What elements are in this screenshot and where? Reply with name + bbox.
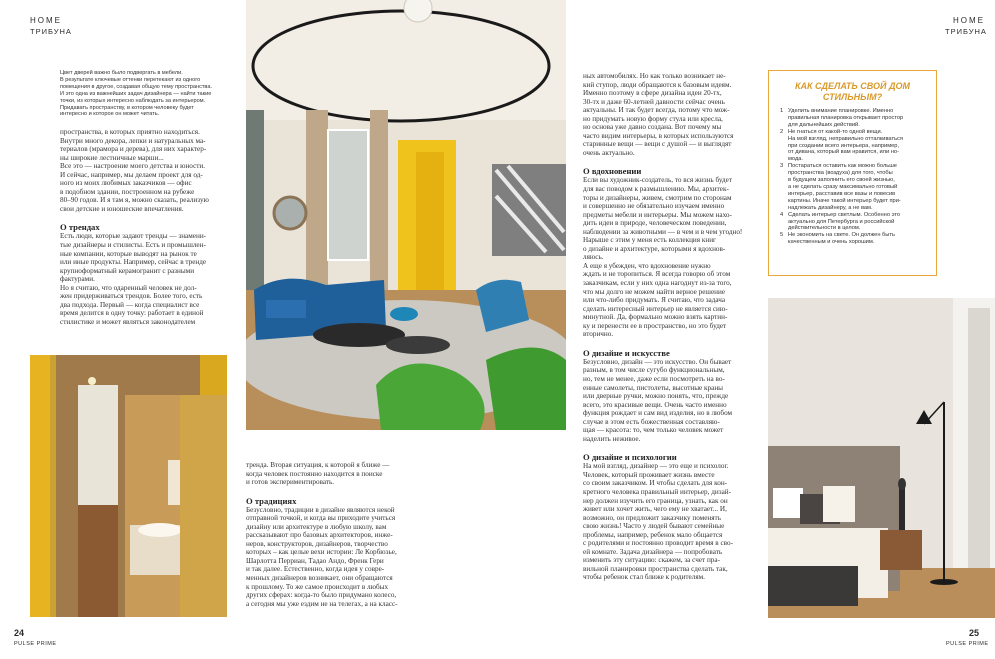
tip-item: 4 Сделать интерьер светлым. Особенно это актуально для Петербурга и российской действительности в целом. — [780, 211, 901, 232]
subsection-label-right: ТРИБУНА — [945, 27, 987, 36]
footer-left: PULSE PRIME — [14, 641, 57, 647]
photo-living-room — [246, 0, 566, 430]
tips-list — [780, 108, 930, 246]
tip-item: 5 Не экономить на свете. Он должен быть качественным и очень хорошим. — [780, 232, 895, 246]
page-number-right: 25 — [969, 628, 980, 638]
heading-inspiration: О вдохновении — [583, 166, 642, 177]
subsection-label-left: ТРИБУНА — [30, 27, 72, 36]
heading-psychology: О дизайне и психологии — [583, 452, 677, 463]
heading-traditions: О традициях — [246, 495, 297, 506]
article-column-left: пространства, в которых приятно находиться. Внутри много декора, лепки и натуральных ма- териалов (мрамора и дерева), для них характер- ны широкие лестничные марши... Все это — настроение моего детства и юности. И сейчас, например, мы делаем проект для од- ного из моих любимых заказчиков — офис в подобном здании, построенном на рубеже 80–90 годов. И я там я, можно сказать, реализую свои детские и юношеские впечатления. О трендах Есть люди, которые задают тренды — знамени- тые дизайнеры и стилисты. Есть и промышлен- ные компании, которые выводят на рынок те или иные продукты. Например, сейчас в тренде крупноформатный керамогранит с разными фактурами. Но я считаю, что одаренный человек не дол- жен придерживаться трендов. Более того, есть два подхода. Первый — когда специалист все время делится в одну точку: работает в единой стилистике и может являться законодателем — [60, 128, 232, 326]
section-label-right: HOME — [953, 16, 985, 25]
photo-caption: Цвет дверей важно было подвергать в мебели. В результате ключевые оттенки перетекают из одного помещения в другое, создавая общую тему пространства. И это одна из важнейших задач дизайнера — найти такие точки, из которых интересно наблюдать за интерьером. Придавать пространству, в котором человеку будет интересно и которое он может читать. — [60, 70, 213, 118]
tips-sidebar — [768, 70, 937, 276]
heading-trends: О трендах — [60, 222, 100, 233]
section-label-left: HOME — [30, 16, 62, 25]
tip-item: 1 Уделить внимание планировке. Именно правильная планировка открывает простор для дальнейших действий. — [780, 108, 904, 128]
photo-bedroom — [768, 298, 995, 618]
sidebar-title: КАК СДЕЛАТЬ СВОЙ ДОМ СТИЛЬНЫМ? — [794, 81, 911, 102]
article-column-right: ных автомобилях. Но как только возникает не- кий ступор, люди обращаются к базовым идеям. Именно поэтому в сфере дизайна идеи 20-тх, 30-тх и даже 60-летней давности сейчас очень актуальны. И так будет всегда, потому что мож- но придумать новую форму стула или кресла, но основа уже давно создана. Вот почему мы часто видим интерьеры, в которых используются старинные вещи — вещи с душой — и выглядят очень актуально. О вдохновении Если вы художник-создатель, то вся жизнь будет для вас поводом к размышлению. Мы, архитек- торы и дизайнеры, живем, смотрим по сторонам и совершенно не обязательно изучаем именно предметы мебели и интерьеры. Мы можем нахо- дить идеи в природе, человеческом поведении, наблюдении за животными — в чем и в чем угодно! Нарыше с этим у меня есть коллекция книг о дизайне и архитектуре, которыми я вдохнов- ляюсь. А еще я убежден, что вдохновение нужно ждать и не торопиться. Я всегда говорю об этом заказчикам, если у них одна нагоднут из-за того, что мы долго не можем найти верное решение или что-либо придумать. Я считаю, что задача сделать интересный интерьер не является сию- минутной. Да, формально можно взять картин- ку и перенести ее в пространство, но это будет вторично. О дизайне и искусстве Безусловно, дизайн — это искусство. Он бывает разным, в том числе сугубо функциональным, но, тем не менее, даже если посмотреть на во- енные самолеты, пистолеты, высотные краны или дверные ручки, можно понять, что, прежде всего, это красивые вещи. Очень часто именно функция рождает и сам вид изделия, но в любом случае в этом есть божественная составляю- щая — красота: то, чем только человек может наделить неживое. О дизайне и психологии На мой взгляд, дизайнер — это еще и психолог. Человек, который проживает жизнь вместе со своим заказчиком. И чтобы сделать для кон- кретного человека правильный интерьер, дизай- нер должен изучить его граница, узнать, как он живет или хочет жить, чего ему не хватает... И, возможно, он предложит заказчику поменять свою жизнь! Часто у людей бывают семейные проблемы, например, ребенок мало общается с родителями и постоянно проводит время в сво- ей комнате. Задача дизайнера — попробовать изменить эту ситуацию: скажем, за счет пра- вильной планировки пространства сделать так, чтобы ребенок стал ближе к родителям. — [583, 72, 754, 582]
tip-item: 2 Не гнаться от какой-то одной вещи. На мой взгляд, неправильно отталкиваться при создании всего интерьера, например, от дивана, который вам нравится, или но- мода. — [780, 128, 903, 163]
page-number-left: 24 — [14, 628, 25, 638]
heading-art: О дизайне и искусстве — [583, 347, 670, 358]
tip-item: 3 Постараться оставить как можно больше пространства (воздуха) для того, чтобы в будущем заполнить его своей жизнью, а не сделать сразу максимально готовый интерьер, расставив все вазы и повесив картины. Иначе такой интерьер будет при- надлежать дизайнеру, а не вам. — [780, 163, 901, 211]
photo-bathroom — [30, 355, 227, 617]
article-column-left-2: тренда. Вторая ситуация, к которой я ближе — когда человек постоянно находится в поиске и готов экспериментировать. О традициях Безусловно, традиции в дизайне являются некой отправной точкой, и когда вы приходите учиться дизайну или архитектуре в любую школу, вам рассказывают про базовых архитекторов, инже- неров, конструкторов, дизайнеров, творчество которых – как целые вехи истории: Ле Корбюзье, Шарлотта Перриан, Тадао Андо, Френк Гери и так далее. Естественно, когда идея у совре- менных дизайнеров возникает, они обращаются к прошлому. То же самое происходит в любых других сферах: когда-то было придумано колесо, а сегодня мы уже ездим не на телегах, а на класс- — [246, 461, 416, 608]
footer-right: PULSE PRIME — [946, 641, 989, 647]
